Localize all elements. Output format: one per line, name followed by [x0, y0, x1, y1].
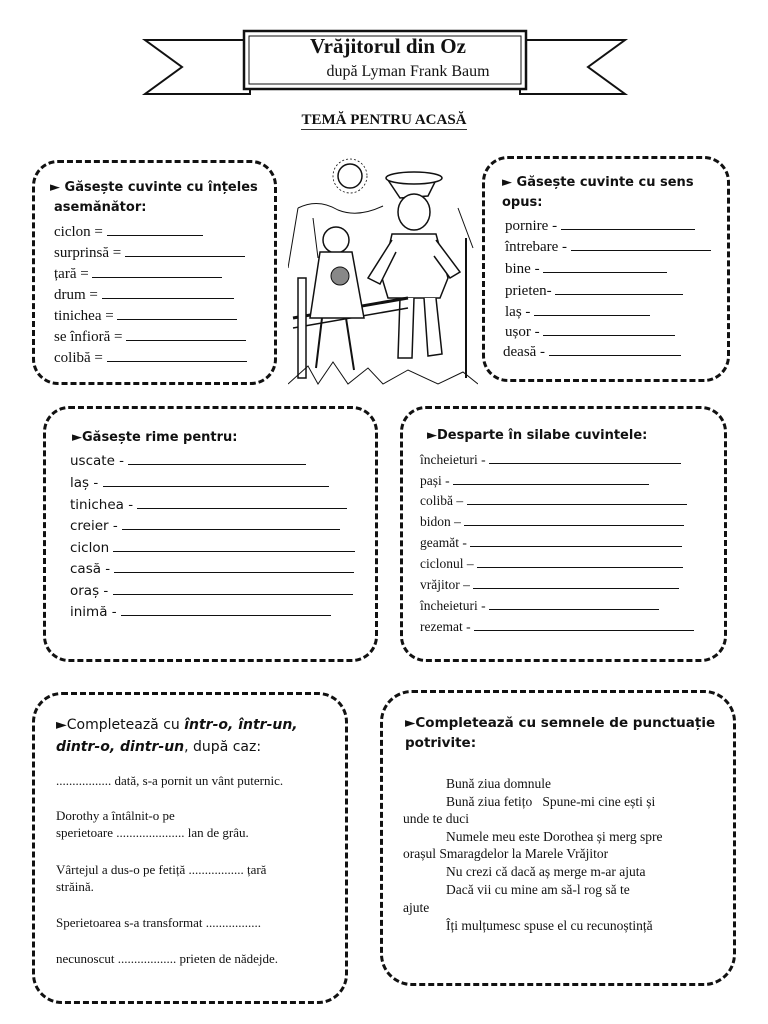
antonyms-title-2: opus:: [502, 195, 543, 210]
rhymes-title: ►Găsește rime pentru:: [72, 430, 238, 445]
dialogue-line[interactable]: Îți mulțumesc spuse el cu recunoștință: [446, 918, 653, 933]
antonym-item[interactable]: pornire -: [505, 215, 695, 236]
rhyme-item[interactable]: laș -: [70, 472, 329, 493]
syllable-item[interactable]: încheieturi -: [420, 449, 681, 470]
dialogue-line[interactable]: ajute: [403, 900, 430, 915]
antonym-item[interactable]: laș -: [505, 301, 650, 322]
syllable-item[interactable]: rezemat -: [420, 616, 694, 637]
synonym-item[interactable]: colibă =: [54, 347, 247, 368]
antonym-item[interactable]: deasă -: [503, 341, 681, 362]
banner-subtitle: după Lyman Frank Baum: [326, 63, 490, 80]
page-heading: TEMĂ PENTRU ACASĂ: [301, 112, 467, 128]
complete-sentence-3a[interactable]: Vârtejul a dus-o pe fetiță ................. țară: [56, 862, 267, 877]
synonym-item[interactable]: țară =: [54, 263, 222, 284]
complete-title: ►Completează cu într-o, într-un, dintr-o, dintr-un, după caz:: [56, 717, 298, 755]
syllable-item[interactable]: geamăt -: [420, 532, 682, 553]
rhyme-item[interactable]: casă -: [70, 558, 354, 579]
dialogue-line[interactable]: Nu crezi că dacă aș merge m-ar ajuta: [446, 864, 646, 879]
complete-sentence-4[interactable]: Sperietoarea s-a transformat .................: [56, 915, 262, 930]
dialogue-line[interactable]: Dacă vii cu mine am să-l rog să te: [446, 882, 630, 897]
dialogue-line[interactable]: orașul Smaragdelor la Marele Vrăjitor: [403, 846, 609, 861]
dialogue-line[interactable]: Numele meu este Dorothea și merg spre: [446, 829, 663, 844]
punctuation-title-1: ►Completează cu semnele de punctuație: [405, 715, 716, 731]
complete-sentence-1[interactable]: ................. dată, s-a pornit un vânt puternic.: [56, 773, 284, 788]
syllable-item[interactable]: ciclonul –: [420, 553, 683, 574]
antonyms-title-1: ► Găsește cuvinte cu sens: [502, 175, 694, 190]
rhyme-item[interactable]: inimă -: [70, 601, 331, 622]
complete-sentence-3b: străină.: [56, 879, 94, 894]
rhyme-item[interactable]: creier -: [70, 515, 340, 536]
syllable-item[interactable]: pași -: [420, 470, 649, 491]
synonym-item[interactable]: surprinsă =: [54, 242, 245, 263]
syllable-item[interactable]: colibă –: [420, 490, 687, 511]
antonym-item[interactable]: prieten-: [505, 280, 683, 301]
rhyme-item[interactable]: oraș -: [70, 580, 353, 601]
syllable-item[interactable]: vrăjitor –: [420, 574, 679, 595]
dorothy-scarecrow-illustration: [288, 148, 478, 388]
syllable-item[interactable]: bidon –: [420, 511, 684, 532]
punctuation-title-2: potrivite:: [405, 735, 477, 751]
synonyms-title-1: ► Găsește cuvinte cu înțeles: [50, 180, 258, 195]
rhyme-item[interactable]: ciclon: [70, 537, 355, 558]
complete-sentence-2b[interactable]: sperietoare ..................... lan de grâu.: [56, 825, 249, 840]
rhyme-item[interactable]: tinichea -: [70, 494, 347, 515]
banner-title: Vrăjitorul din Oz: [310, 34, 466, 58]
antonym-item[interactable]: întrebare -: [505, 236, 711, 257]
synonym-item[interactable]: ciclon =: [54, 221, 203, 242]
synonyms-title-2: asemănător:: [54, 200, 147, 215]
synonym-item[interactable]: se înfioră =: [54, 326, 246, 347]
synonym-item[interactable]: tinichea =: [54, 305, 237, 326]
syllable-item[interactable]: încheieturi -: [420, 595, 659, 616]
dialogue-line[interactable]: unde te duci: [403, 811, 469, 826]
dialogue-line[interactable]: Bună ziua domnule: [446, 776, 551, 791]
complete-sentence-2a: Dorothy a întâlnit-o pe: [56, 808, 175, 823]
syllables-title: ►Desparte în silabe cuvintele:: [427, 428, 648, 443]
rhyme-item[interactable]: uscate -: [70, 450, 306, 471]
synonym-item[interactable]: drum =: [54, 284, 234, 305]
antonym-item[interactable]: bine -: [505, 258, 667, 279]
antonym-item[interactable]: ușor -: [505, 321, 675, 342]
dialogue-line[interactable]: Bună ziua fetițo Spune-mi cine ești și: [446, 794, 656, 809]
complete-sentence-5[interactable]: necunoscut .................. prieten de nădejde.: [56, 951, 279, 966]
